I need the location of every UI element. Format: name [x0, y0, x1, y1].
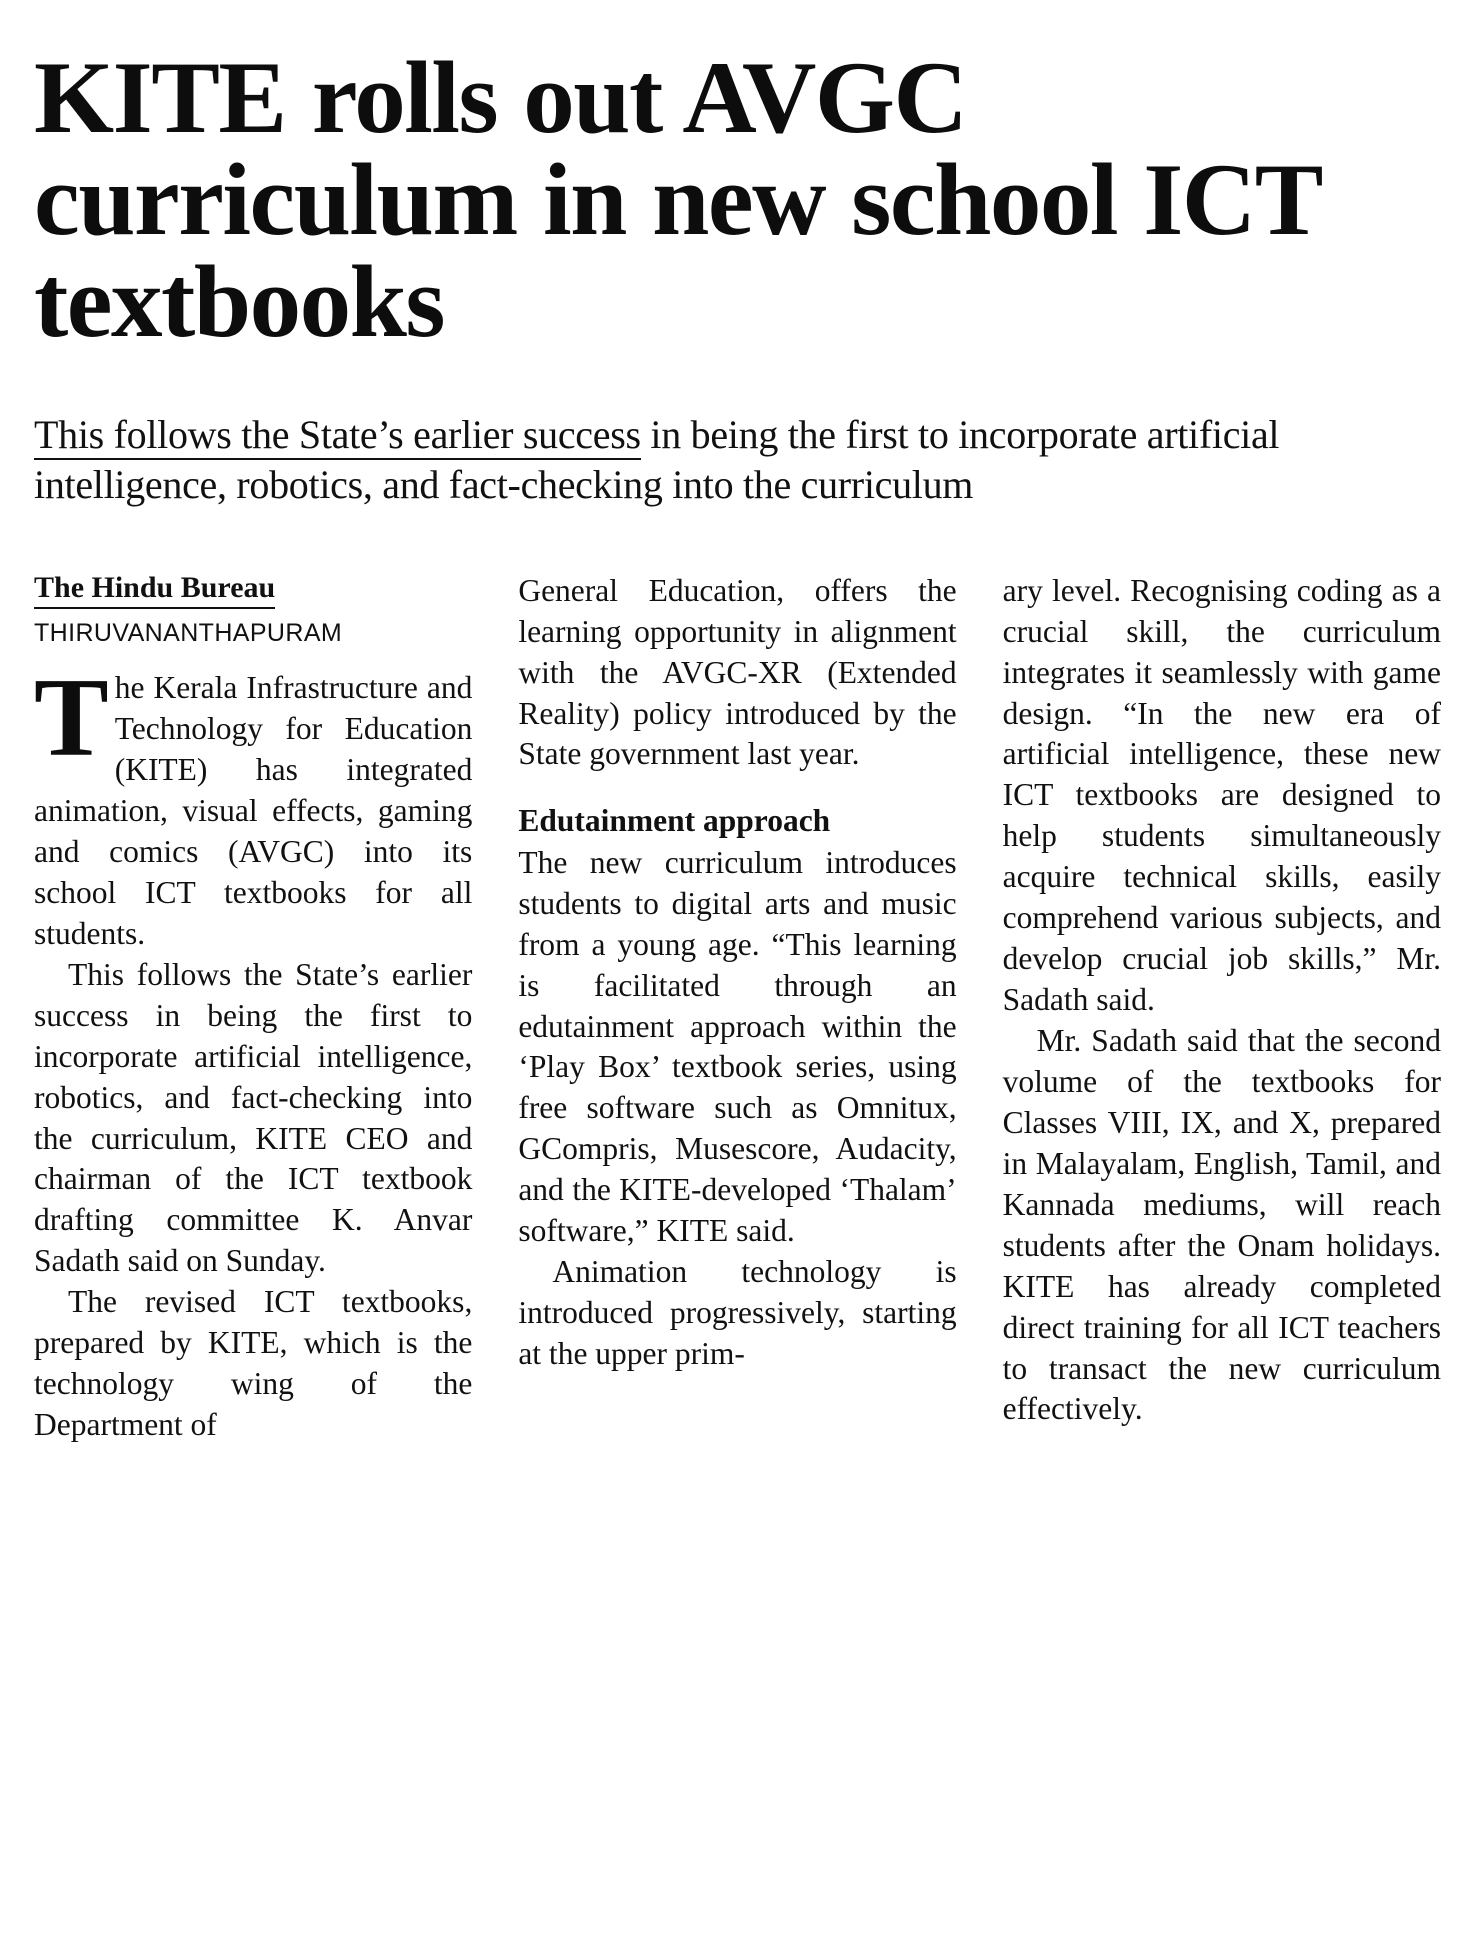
paragraph: This follows the State’s earlier success in being the first to incorporate artificial intelligence, robotics, and fact-checking into the curriculum, KITE CEO and chairman of the ICT textbook drafting committee K. Anvar Sadath said on Sunday. — [34, 956, 473, 1279]
paragraph: General Education, offers the learning opportunity in alignment with the AVGC-XR (Extended Reality) policy introduced by the State government last year. — [518, 572, 957, 772]
paragraph: The revised ICT textbooks, prepared by KITE, which is the technology wing of the Department of — [34, 1284, 473, 1443]
article-columns — [34, 571, 1441, 1446]
page-title: KITE rolls out AVGC curriculum in new school ICT textbooks — [34, 41, 1321, 359]
newspaper-article-page — [0, 41, 1477, 1945]
paragraph: Animation technology is introduced progressively, starting at the upper prim- — [518, 1254, 957, 1371]
section-subhead: Edutainment approach — [518, 803, 831, 839]
dateline: THIRUVANANTHAPURAM — [34, 619, 343, 648]
article-column-2 — [518, 571, 956, 1375]
article-column-3 — [1003, 571, 1441, 1431]
drop-cap: T — [34, 656, 109, 781]
standfirst-rest: in being the first to incorporate artificial intelligence, robotics, and fact-checking into the curriculum — [34, 411, 1280, 508]
article-column-1 — [34, 571, 472, 1446]
byline: The Hindu Bureau — [34, 571, 275, 610]
paragraph: Mr. Sadath said that the second volume of the textbooks for Classes VIII, IX, and X, prepared in Malayalam, English, Tamil, and Kannada mediums, will reach students after the Onam holidays. KITE has already completed direct training for all ICT teachers to transact the new curriculum effectively. — [1002, 1023, 1441, 1427]
paragraph: The new curriculum introduces students to digital arts and music from a young age. “This learning is facilitated through an edutainment approach within the ‘Play Box’ textbook series, using free software such as Omnitux, GCompris, Musescore, Audacity, and the KITE-developed ‘Thalam’ software,” KITE said. — [518, 844, 957, 1249]
paragraph: ary level. Recognising coding as a crucial skill, the curriculum integrates it seamlessly with game design. “In the new era of artificial intelligence, these new ICT textbooks are designed to help students simultaneously acquire technical skills, easily comprehend various subjects, and develop crucial job skills,” Mr. Sadath said. — [1002, 572, 1441, 1018]
paragraph — [34, 656, 473, 955]
paragraph-text: he Kerala Infrastructure and Technology for Education (KITE) has integrated animation, visual effects, gaming and comics (AVGC) into its school ICT textbooks for all students. — [34, 670, 473, 951]
standfirst-underlined-part: This follows the State’s earlier success — [34, 412, 641, 460]
standfirst — [34, 410, 1437, 511]
